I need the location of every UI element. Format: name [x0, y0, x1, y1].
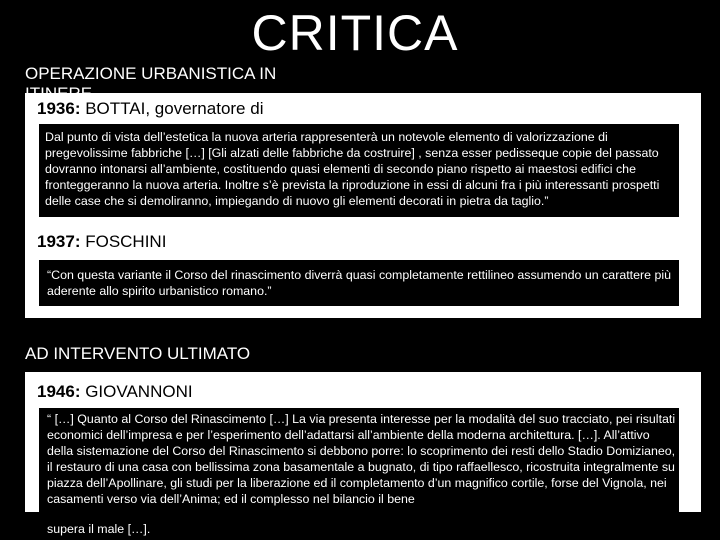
- quote-text: Dal punto di vista dell’estetica la nuova arteria rappresenterà un notevole elemento di valorizzazione di pregevolissime fabbriche […] [Gli alzati delle fabbriche da costruire] , senza esser pedisseque copie del passato dovranno intonarsi all’ambiente, costituendo quasi elementi di secondo piano rispetto ai maestosi edifici che fronteggeranno la nuova arteria. Inoltre s’è prevista la riproduzione in essi di alcuni fra i più interessanti prospetti delle case che si demoliranno, impiegando di nuovo gli elementi decorati in pietra da taglio.”: [45, 130, 660, 208]
- entry-year: 1936:: [37, 99, 81, 118]
- section-heading-ultimato: AD INTERVENTO ULTIMATO: [25, 344, 251, 363]
- slide-title: CRITICA: [251, 5, 459, 61]
- quote-overflow-text: supera il male […].: [47, 522, 151, 536]
- section-heading-in-itinere: OPERAZIONE URBANISTICA IN: [25, 64, 277, 83]
- entry-year: 1946:: [37, 382, 81, 401]
- quote-box-1937: [39, 260, 679, 306]
- entry-author: GIOVANNONI: [80, 382, 193, 401]
- quote-box-1936: [39, 124, 679, 217]
- entry-year: 1937:: [37, 232, 81, 251]
- entry-author: BOTTAI, governatore di: [80, 99, 264, 118]
- quote-box-1946: [39, 408, 679, 514]
- quote-text: “Con questa variante il Corso del rinascimento diverrà quasi completamente rettilineo assumendo un carattere più aderente allo spirito urbanistico romano.”: [47, 268, 671, 298]
- quote-text: “ […] Quanto al Corso del Rinascimento […] La via presenta interesse per la modalità del suo tracciato, pei risultati economici dell’impresa e per l’esperimento dell’adattarsi all’ambiente della moderna architettura. […]. All’attivo della sistemazione del Corso del Rinascimento si debbono porre: lo scoprimento dei resti dello Stadio Domizianeo, il restauro di una casa con bellissima zona basamentale a bugnato, di tipo raffaellesco, ricostruita integralmente su piazza dell’Apollinare, gli studi per la liberazione ed il completamento d’un magnifico cortile, forse del Vignola, nei casamenti verso via dell’Anima; ed il complesso nel bilancio il bene: [47, 412, 676, 506]
- entry-heading-1936: [37, 99, 537, 119]
- entry-heading-1946: [37, 382, 537, 402]
- entry-author: FOSCHINI: [80, 232, 167, 251]
- entry-heading-1937: [37, 232, 537, 252]
